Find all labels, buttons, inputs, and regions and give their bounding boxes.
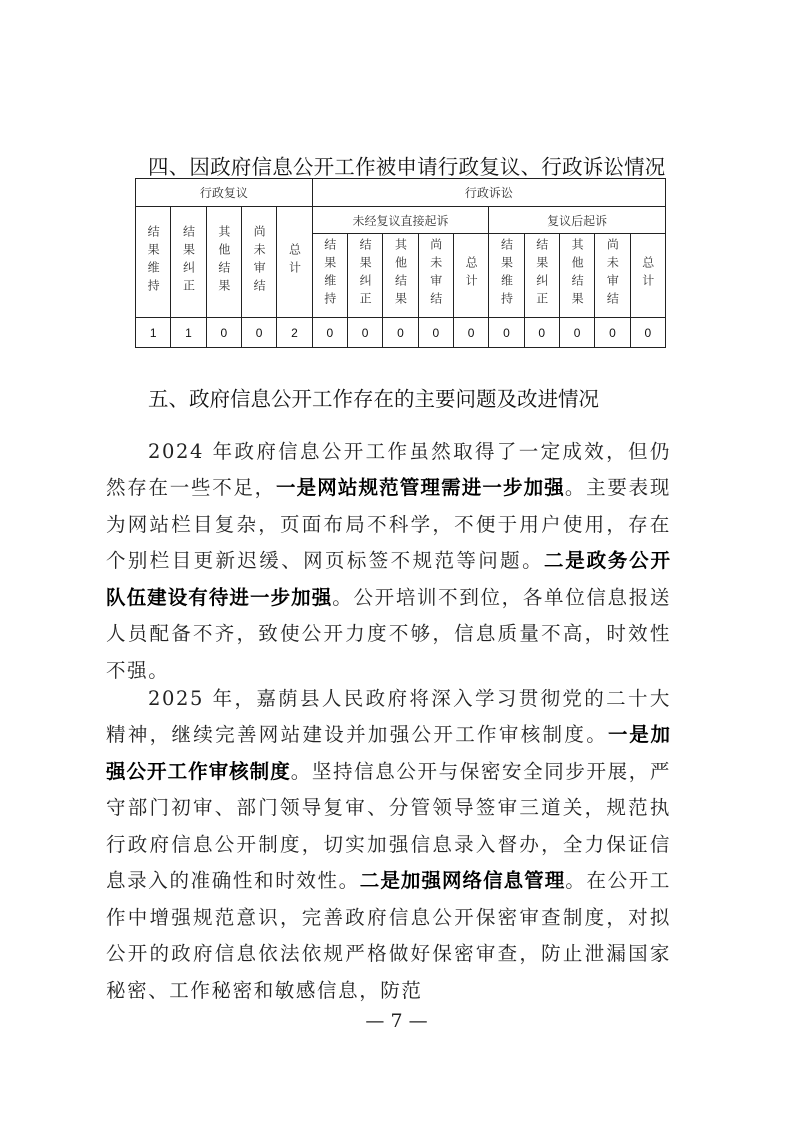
table-cell: 0 xyxy=(206,318,241,348)
table-header-row-groups xyxy=(136,179,666,207)
col-header: 其他结果 xyxy=(383,234,418,318)
table-cell: 0 xyxy=(595,318,630,348)
header-after-reconsideration: 复议后起诉 xyxy=(489,207,666,234)
col-header: 总计 xyxy=(630,234,665,318)
table-cell: 0 xyxy=(347,318,382,348)
col-header: 总计 xyxy=(277,207,312,318)
table-cell: 0 xyxy=(524,318,559,348)
table-cell: 0 xyxy=(418,318,453,348)
emphasis: 二是政务公开队伍建设有待进一步加强 xyxy=(106,549,671,609)
paragraph-problems: 2024 年政府信息公开工作虽然取得了一定成效，但仍然存在一些不足，一是网站规范管理需进一步加强。主要表现为网站栏目复杂，页面布局不科学，不便于用户使用，存在个别栏目更新迟缓、网页标签不规范等问题。二是政务公开队伍建设有待进一步加强。公开培训不到位，各单位信息报送人员配备不齐，致使公开力度不够，信息质量不高，时效性不强。 xyxy=(106,439,671,682)
table-cell: 0 xyxy=(489,318,524,348)
page-number: — 7 — xyxy=(365,1010,428,1032)
header-reconsideration: 行政复议 xyxy=(136,179,313,207)
col-header: 尚未审结 xyxy=(595,234,630,318)
header-litigation: 行政诉讼 xyxy=(312,179,665,207)
table-cell: 0 xyxy=(559,318,594,348)
col-header: 结果维持 xyxy=(136,207,171,318)
table-row xyxy=(136,318,666,348)
table-cell: 0 xyxy=(312,318,347,348)
col-header: 结果纠正 xyxy=(347,234,382,318)
table-cell: 0 xyxy=(241,318,276,348)
col-header: 结果维持 xyxy=(312,234,347,318)
col-header: 其他结果 xyxy=(206,207,241,318)
header-direct-litigation: 未经复议直接起诉 xyxy=(312,207,489,234)
review-litigation-table xyxy=(135,178,666,348)
section-5-heading: 五、政府信息公开工作存在的主要问题及改进情况 xyxy=(148,387,599,411)
col-header: 结果纠正 xyxy=(524,234,559,318)
table-cell: 0 xyxy=(453,318,488,348)
table-cell: 0 xyxy=(630,318,665,348)
col-header: 其他结果 xyxy=(559,234,594,318)
section-4-heading: 四、因政府信息公开工作被申请行政复议、行政诉讼情况 xyxy=(148,155,666,179)
table-cell: 0 xyxy=(383,318,418,348)
emphasis: 二是加强网络信息管理 xyxy=(359,869,566,892)
col-header: 尚未审结 xyxy=(418,234,453,318)
col-header: 结果维持 xyxy=(489,234,524,318)
paragraph-improvements: 2025 年，嘉荫县人民政府将深入学习贯彻党的二十大精神，继续完善网站建设并加强公开工作审核制度。一是加强公开工作审核制度。坚持信息公开与保密安全同步开展，严守部门初审、部门领导复审、分管领导签审三道关，规范执行政府信息公开制度，切实加强信息录入督办，全力保证信息录入的准确性和时效性。二是加强网络信息管理。在公开工作中增强规范意识，完善政府信息公开保密审查制度，对拟公开的政府信息依法依规严格做好保密审查，防止泄漏国家秘密、工作秘密和敏感信息，防范 xyxy=(106,686,671,1002)
emphasis: 一是加强公开工作审核制度 xyxy=(106,723,671,783)
table-cell: 1 xyxy=(171,318,206,348)
table-header-row-subgroups xyxy=(136,207,666,234)
table-cell: 1 xyxy=(136,318,171,348)
table-cell: 2 xyxy=(277,318,312,348)
col-header: 总计 xyxy=(453,234,488,318)
col-header: 结果纠正 xyxy=(171,207,206,318)
col-header: 尚未审结 xyxy=(241,207,276,318)
emphasis: 一是网站规范管理需进一步加强 xyxy=(275,476,565,499)
